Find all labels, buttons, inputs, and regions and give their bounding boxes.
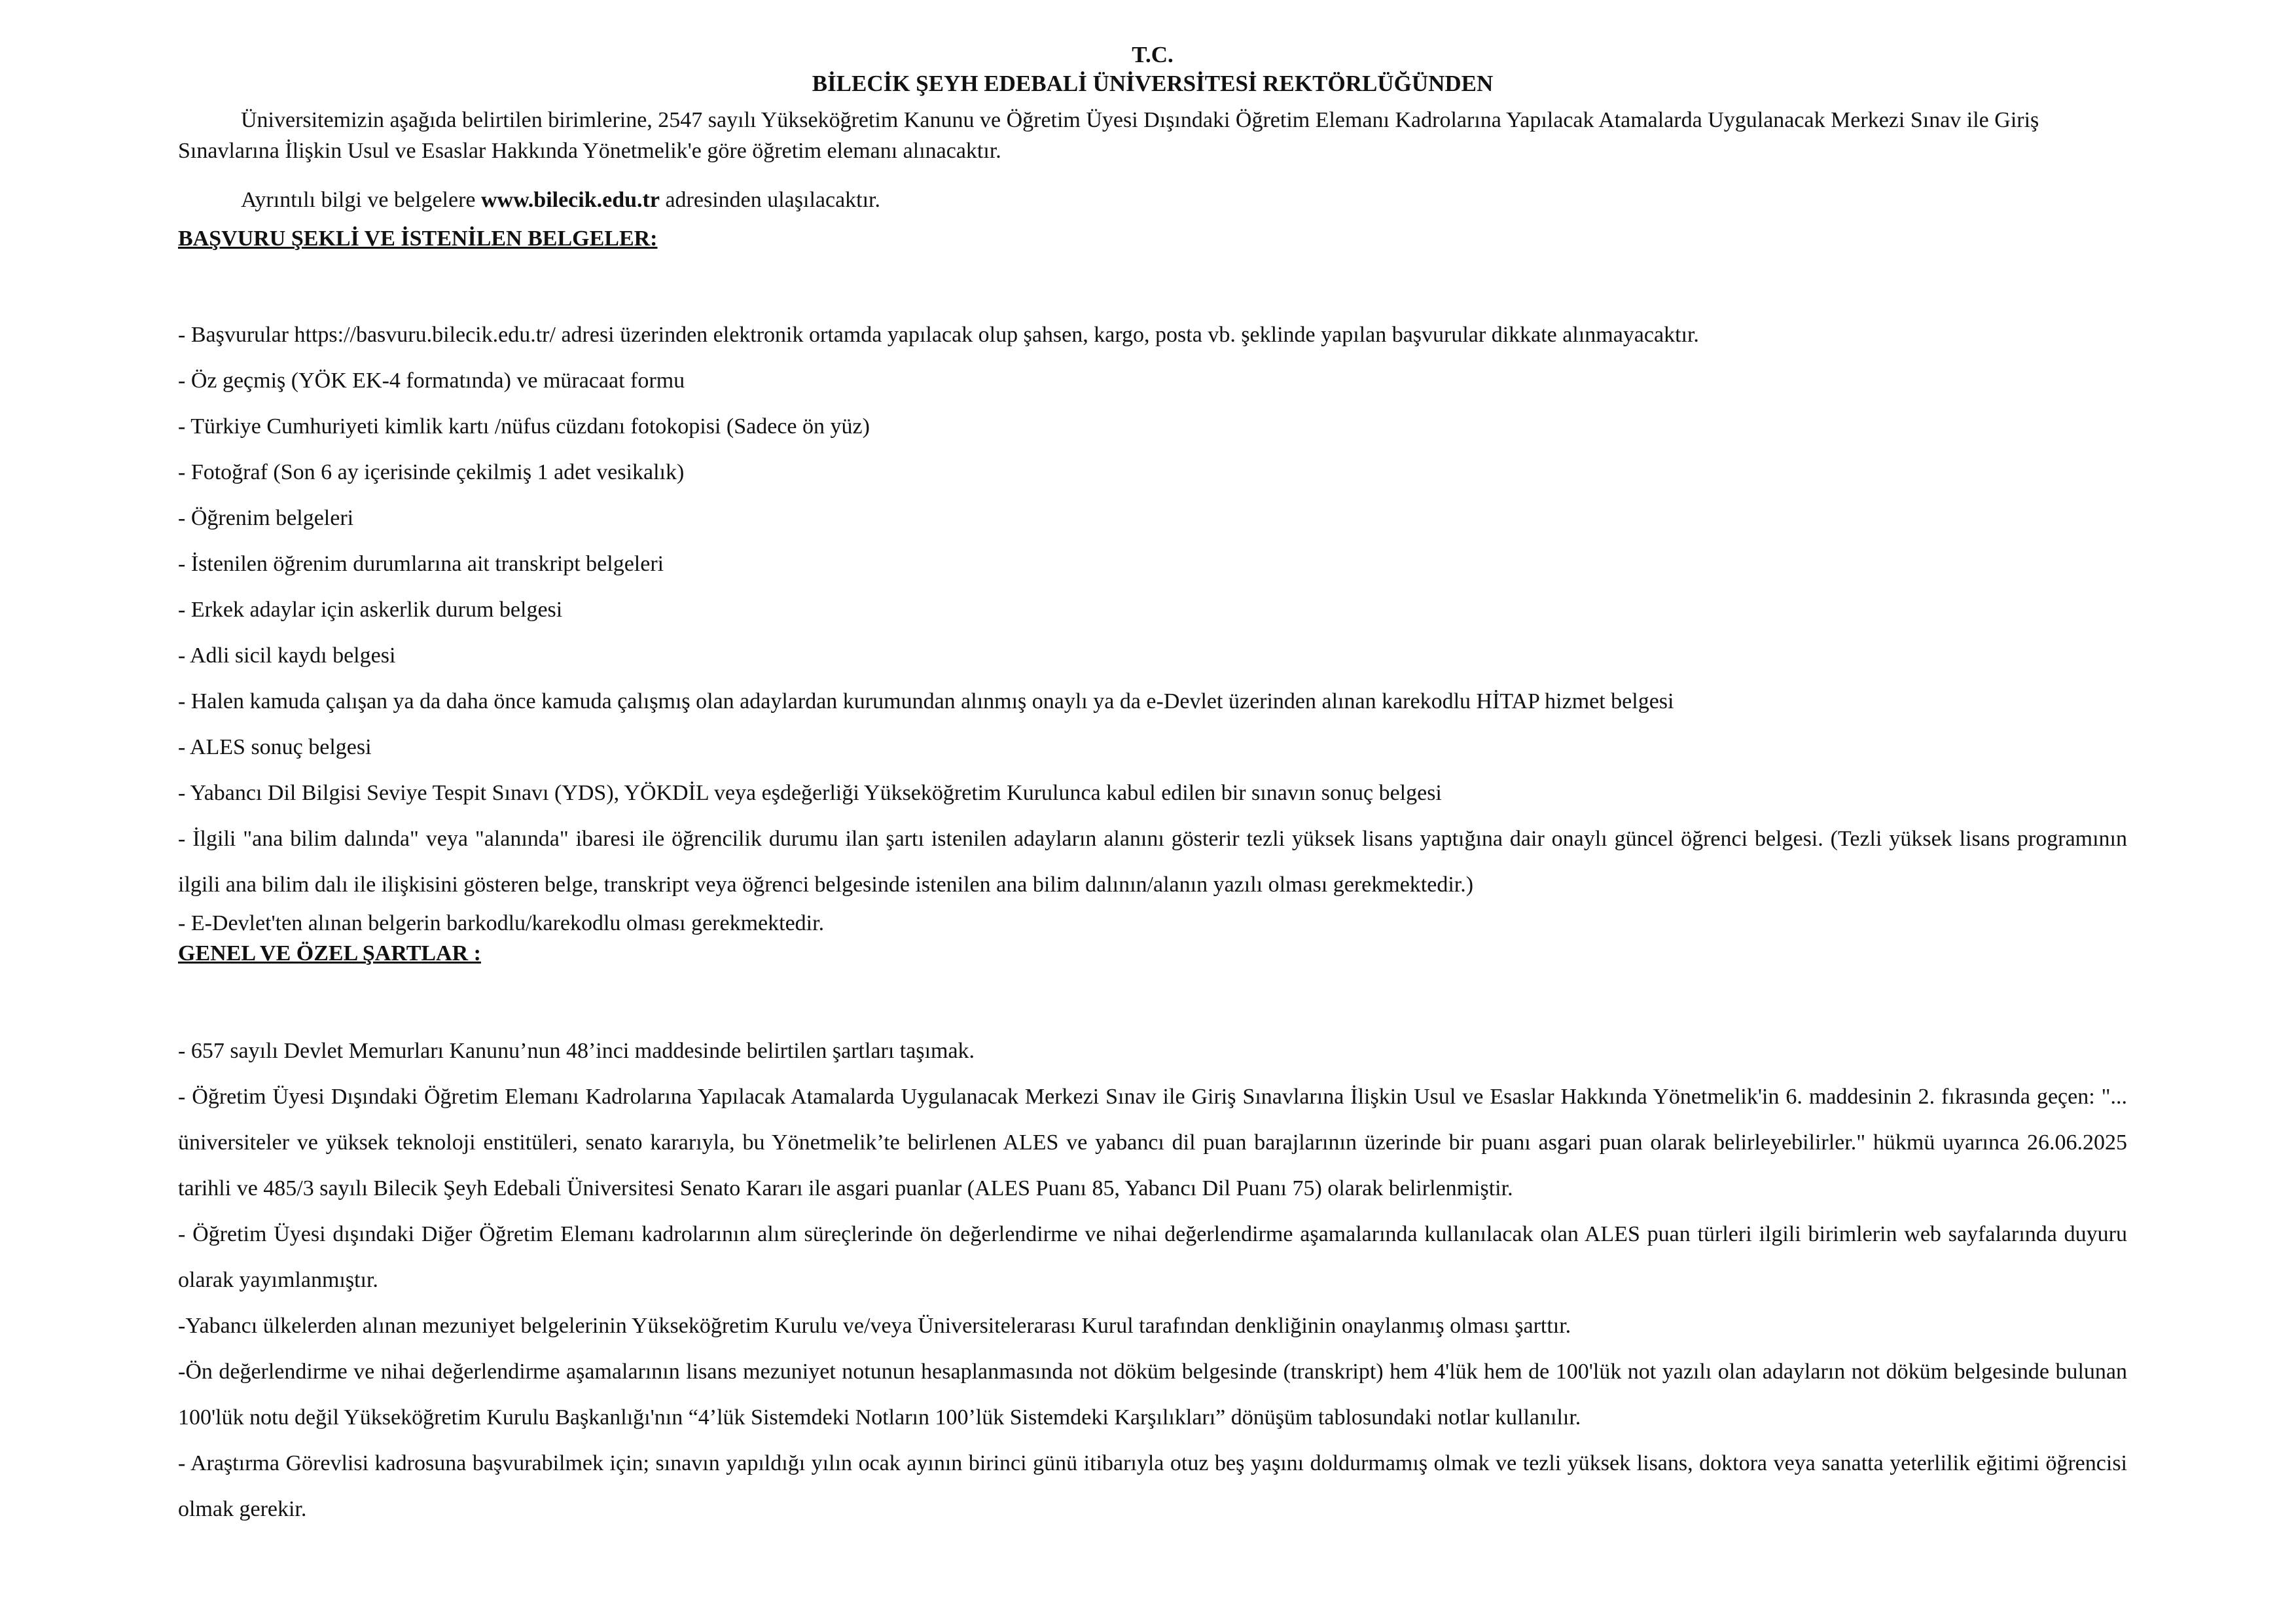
announcement-page [178, 41, 2127, 1532]
list-item: -Yabancı ülkelerden alınan mezuniyet belgelerinin Yükseköğretim Kurulu ve/veya Üniversitelerarası Kurul tarafından denkliğinin onaylanmış olması şarttır. [178, 1314, 1571, 1338]
header-university-title: BİLECİK ŞEYH EDEBALİ ÜNİVERSİTESİ REKTÖRLÜĞÜNDEN [812, 71, 1494, 96]
list-item: - İstenilen öğrenim durumlarına ait transkript belgeleri [178, 552, 664, 576]
info-suffix: adresinden ulaşılacaktır. [659, 188, 880, 212]
info-paragraph [178, 185, 2127, 215]
list-item: - İlgili "ana bilim dalında" veya "alanında" ibaresi ile öğrencilik durumu ilan şartı istenilen adayların alanını gösterir tezli yüksek lisans yaptığına dair onaylı güncel öğrenci belgesi. (Tezli yüksek lisans programının ilgili ana bilim dalı ile ilişkisini gösteren belge, transkript veya öğrenci belgesinde istenilen ana bilim dalının/alanın yazılı olması gerekmektedir.) [178, 827, 2127, 897]
section-heading-application: BAŞVURU ŞEKLİ VE İSTENİLEN BELGELER: [178, 226, 658, 251]
list-item: - Halen kamuda çalışan ya da daha önce kamuda çalışmış olan adaylardan kurumundan alınmış onaylı ya da e-Devlet üzerinden alınan karekodlu HİTAP hizmet belgesi [178, 689, 1674, 713]
list-item: - Adli sicil kaydı belgesi [178, 643, 396, 668]
list-item: - Araştırma Görevlisi kadrosuna başvurabilmek için; sınavın yapıldığı yılın ocak ayının birinci günü itibarıyla otuz beş yaşını doldurmamış olmak ve tezli yüksek lisans, doktora veya sanatta yeterlilik eğitimi öğrencisi olmak gerekir. [178, 1451, 2127, 1521]
section-heading-conditions: GENEL VE ÖZEL ŞARTLAR : [178, 941, 481, 965]
list-item: - Öz geçmiş (YÖK EK-4 formatında) ve müracaat formu [178, 369, 685, 393]
list-item: -Ön değerlendirme ve nihai değerlendirme aşamalarının lisans mezuniyet notunun hesaplanmasında not döküm belgesinde (transkript) hem 4'lük hem de 100'lük not yazılı olan adayların not döküm belgesinde bulunan 100'lük notu değil Yükseköğretim Kurulu Başkanlığı'nın “4’lük Sistemdeki Notların 100’lük Sistemdeki Karşılıkları” dönüşüm tablosundaki notlar kullanılır. [178, 1360, 2127, 1430]
list-item: - Öğretim Üyesi Dışındaki Öğretim Elemanı Kadrolarına Yapılacak Atamalarda Uygulanacak Merkezi Sınav ile Giriş Sınavlarına İlişkin Usul ve Esaslar Hakkında Yönetmelik'in 6. maddesinin 2. fıkrasında geçen: "... üniversiteler ve yüksek teknoloji enstitüleri, senato kararıyla, bu Yönetmelik’te belirlenen ALES ve yabancı dil puan barajlarının üzerinde bir puanı asgari puan olarak belirleyebilirler." hükmü uyarınca 26.06.2025 tarihli ve 485/3 sayılı Bilecik Şeyh Edebali Üniversitesi Senato Kararı ile asgari puanlar (ALES Puanı 85, Yabancı Dil Puanı 75) olarak belirlenmiştir. [178, 1085, 2127, 1200]
list-item: - Başvurular https://basvuru.bilecik.edu.tr/ adresi üzerinden elektronik ortamda yapılacak olup şahsen, kargo, posta vb. şeklinde yapılan başvurular dikkate alınmayacaktır. [178, 323, 1699, 347]
list-item: - Fotoğraf (Son 6 ay içerisinde çekilmiş 1 adet vesikalık) [178, 460, 685, 484]
list-item: - Öğrenim belgeleri [178, 506, 354, 530]
list-item: - E-Devlet'ten alınan belgerin barkodlu/karekodlu olması gerekmektedir. [178, 911, 825, 935]
intro-paragraph: Üniversitemizin aşağıda belirtilen birimlerine, 2547 sayılı Yükseköğretim Kanunu ve Öğretim Üyesi Dışındaki Öğretim Elemanı Kadrolarına Yapılacak Atamalarda Uygulanacak Merkezi Sınav ile Giriş Sınavlarına İlişkin Usul ve Esaslar Hakkında Yönetmelik'e göre öğretim elemanı alınacaktır. [178, 108, 2039, 163]
list-item: - Türkiye Cumhuriyeti kimlik kartı /nüfus cüzdanı fotokopisi (Sadece ön yüz) [178, 414, 870, 439]
list-item: - ALES sonuç belgesi [178, 735, 372, 759]
list-item: - Yabancı Dil Bilgisi Seviye Tespit Sınavı (YDS), YÖKDİL veya eşdeğerliği Yükseköğretim Kurulunca kabul edilen bir sınavın sonuç belgesi [178, 781, 1442, 805]
list-item: - Erkek adaylar için askerlik durum belgesi [178, 598, 563, 622]
info-prefix: Ayrıntılı bilgi ve belgelere [241, 188, 481, 212]
header-tc: T.C. [1132, 42, 1174, 67]
list-item: - 657 sayılı Devlet Memurları Kanunu’nun 48’inci maddesinde belirtilen şartları taşımak. [178, 1039, 975, 1063]
website-link[interactable]: www.bilecik.edu.tr [481, 188, 660, 212]
list-item: - Öğretim Üyesi dışındaki Diğer Öğretim Elemanı kadrolarının alım süreçlerinde ön değerlendirme ve nihai değerlendirme aşamalarında kullanılacak olan ALES puan türleri ilgili birimlerin web sayfalarında duyuru olarak yayımlanmıştır. [178, 1222, 2127, 1292]
